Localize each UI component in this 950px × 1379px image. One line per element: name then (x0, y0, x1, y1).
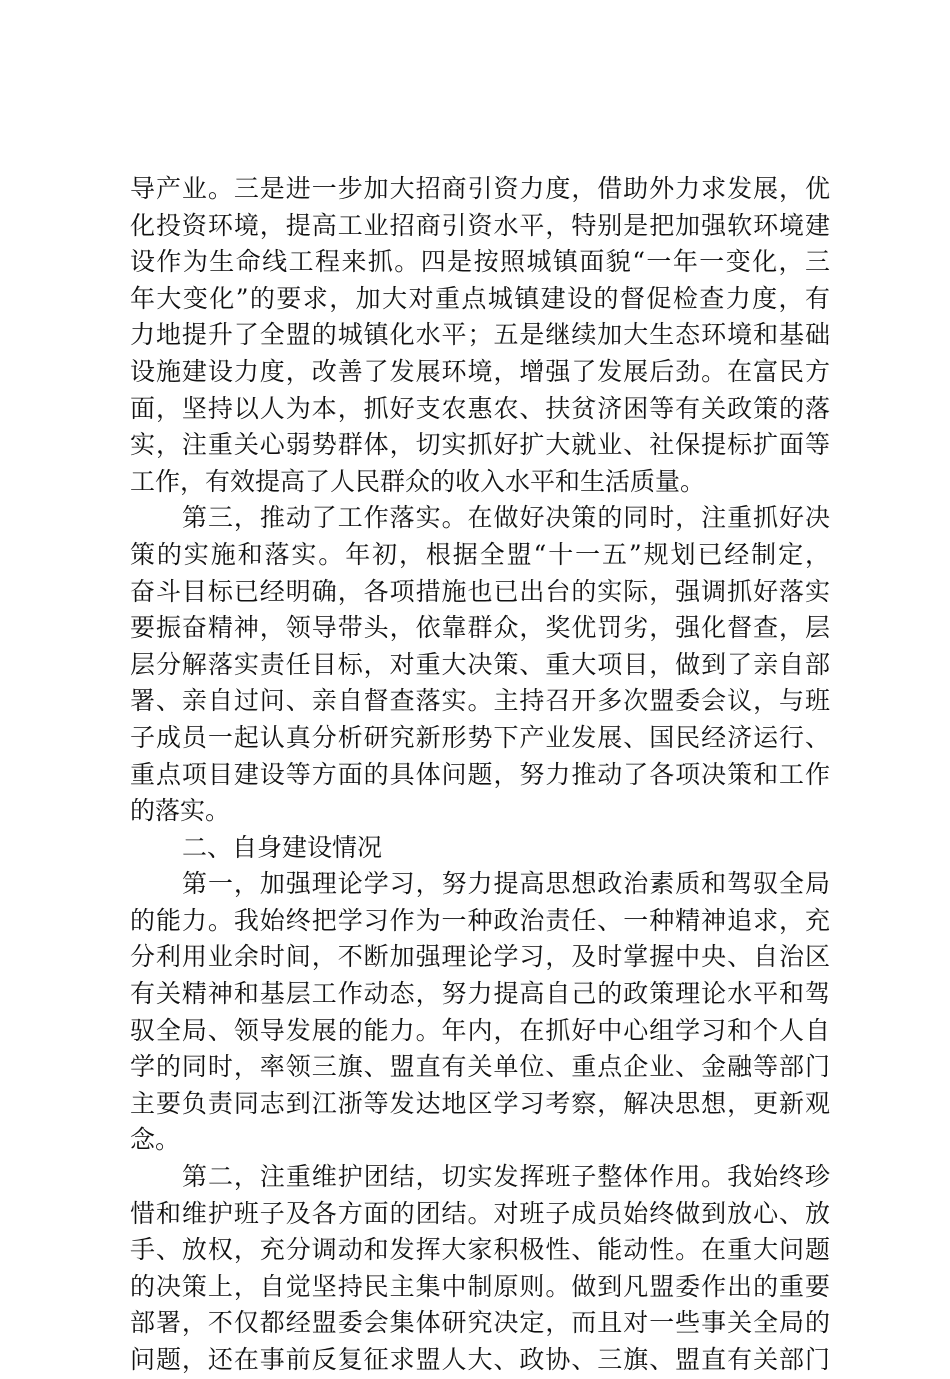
text-line: 设作为生命线工程来抓。四是按照城镇面貌“一年一变化，三 (130, 247, 830, 277)
text-line: 导产业。三是进一步加大招商引资力度，借助外力求发展，优 (130, 174, 830, 203)
text-line: 设施建设力度，改善了发展环境，增强了发展后劲。在富民方 (130, 356, 830, 386)
text-line: 主要负责同志到江浙等发达地区学习考察，解决思想，更新观 (130, 1088, 830, 1118)
text-line: 的决策上，自觉坚持民主集中制原则。做到凡盟委作出的重要 (130, 1271, 830, 1301)
text-line: 工作，有效提高了人民群众的收入水平和生活质量。 (130, 466, 706, 496)
text-line: 力地提升了全盟的城镇化水平；五是继续加大生态环境和基础 (130, 320, 830, 350)
section-heading: 二、自身建设情况 (182, 832, 383, 862)
text-line: 的落实。 (130, 796, 231, 826)
text-line: 子成员一起认真分析研究新形势下产业发展、国民经济运行、 (130, 722, 830, 752)
text-line: 学的同时，率领三旗、盟直有关单位、重点企业、金融等部门 (130, 1052, 830, 1082)
text-line: 分利用业余时间，不断加强理论学习，及时掌握中央、自治区 (130, 942, 830, 972)
paragraph-first-line: 第三，推动了工作落实。在做好决策的同时，注重抓好决 (182, 503, 830, 533)
text-line: 念。 (130, 1125, 181, 1155)
paragraph-first-line: 第一，加强理论学习，努力提高思想政治素质和驾驭全局 (182, 869, 830, 899)
text-line: 问题，还在事前反复征求盟人大、政协、三旗、盟直有关部门 (130, 1345, 830, 1374)
text-line: 实，注重关心弱势群体，切实抓好扩大就业、社保提标扩面等 (130, 430, 830, 460)
text-line: 部署，不仅都经盟委会集体研究决定，而且对一些事关全局的 (130, 1308, 830, 1338)
text-line: 策的实施和落实。年初，根据全盟“十一五”规划已经制定， (130, 539, 830, 569)
text-line: 层分解落实责任目标，对重大决策、重大项目，做到了亲自部 (130, 649, 830, 679)
text-line: 年大变化”的要求，加大对重点城镇建设的督促检查力度，有 (130, 283, 830, 313)
text-line: 重点项目建设等方面的具体问题，努力推动了各项决策和工作 (130, 759, 830, 789)
text-line: 驭全局、领导发展的能力。年内，在抓好中心组学习和个人自 (130, 1015, 830, 1045)
text-line: 惜和维护班子及各方面的团结。对班子成员始终做到放心、放 (130, 1198, 830, 1228)
text-line: 的能力。我始终把学习作为一种政治责任、一种精神追求，充 (130, 905, 830, 935)
document-body (130, 171, 830, 1379)
text-line: 署、亲自过问、亲自督查落实。主持召开多次盟委会议，与班 (130, 686, 830, 716)
text-line: 有关精神和基层工作动态，努力提高自己的政策理论水平和驾 (130, 979, 830, 1009)
text-line: 要振奋精神，领导带头，依靠群众，奖优罚劣，强化督查，层 (130, 613, 830, 643)
text-line: 奋斗目标已经明确，各项措施也已出台的实际，强调抓好落实 (130, 576, 830, 606)
paragraph-first-line: 第二，注重维护团结，切实发挥班子整体作用。我始终珍 (182, 1162, 830, 1192)
text-line: 化投资环境，提高工业招商引资水平，特别是把加强软环境建 (130, 210, 830, 240)
text-line: 手、放权，充分调动和发挥大家积极性、能动性。在重大问题 (130, 1235, 830, 1265)
text-line: 面，坚持以人为本，抓好支农惠农、扶贫济困等有关政策的落 (130, 393, 830, 423)
